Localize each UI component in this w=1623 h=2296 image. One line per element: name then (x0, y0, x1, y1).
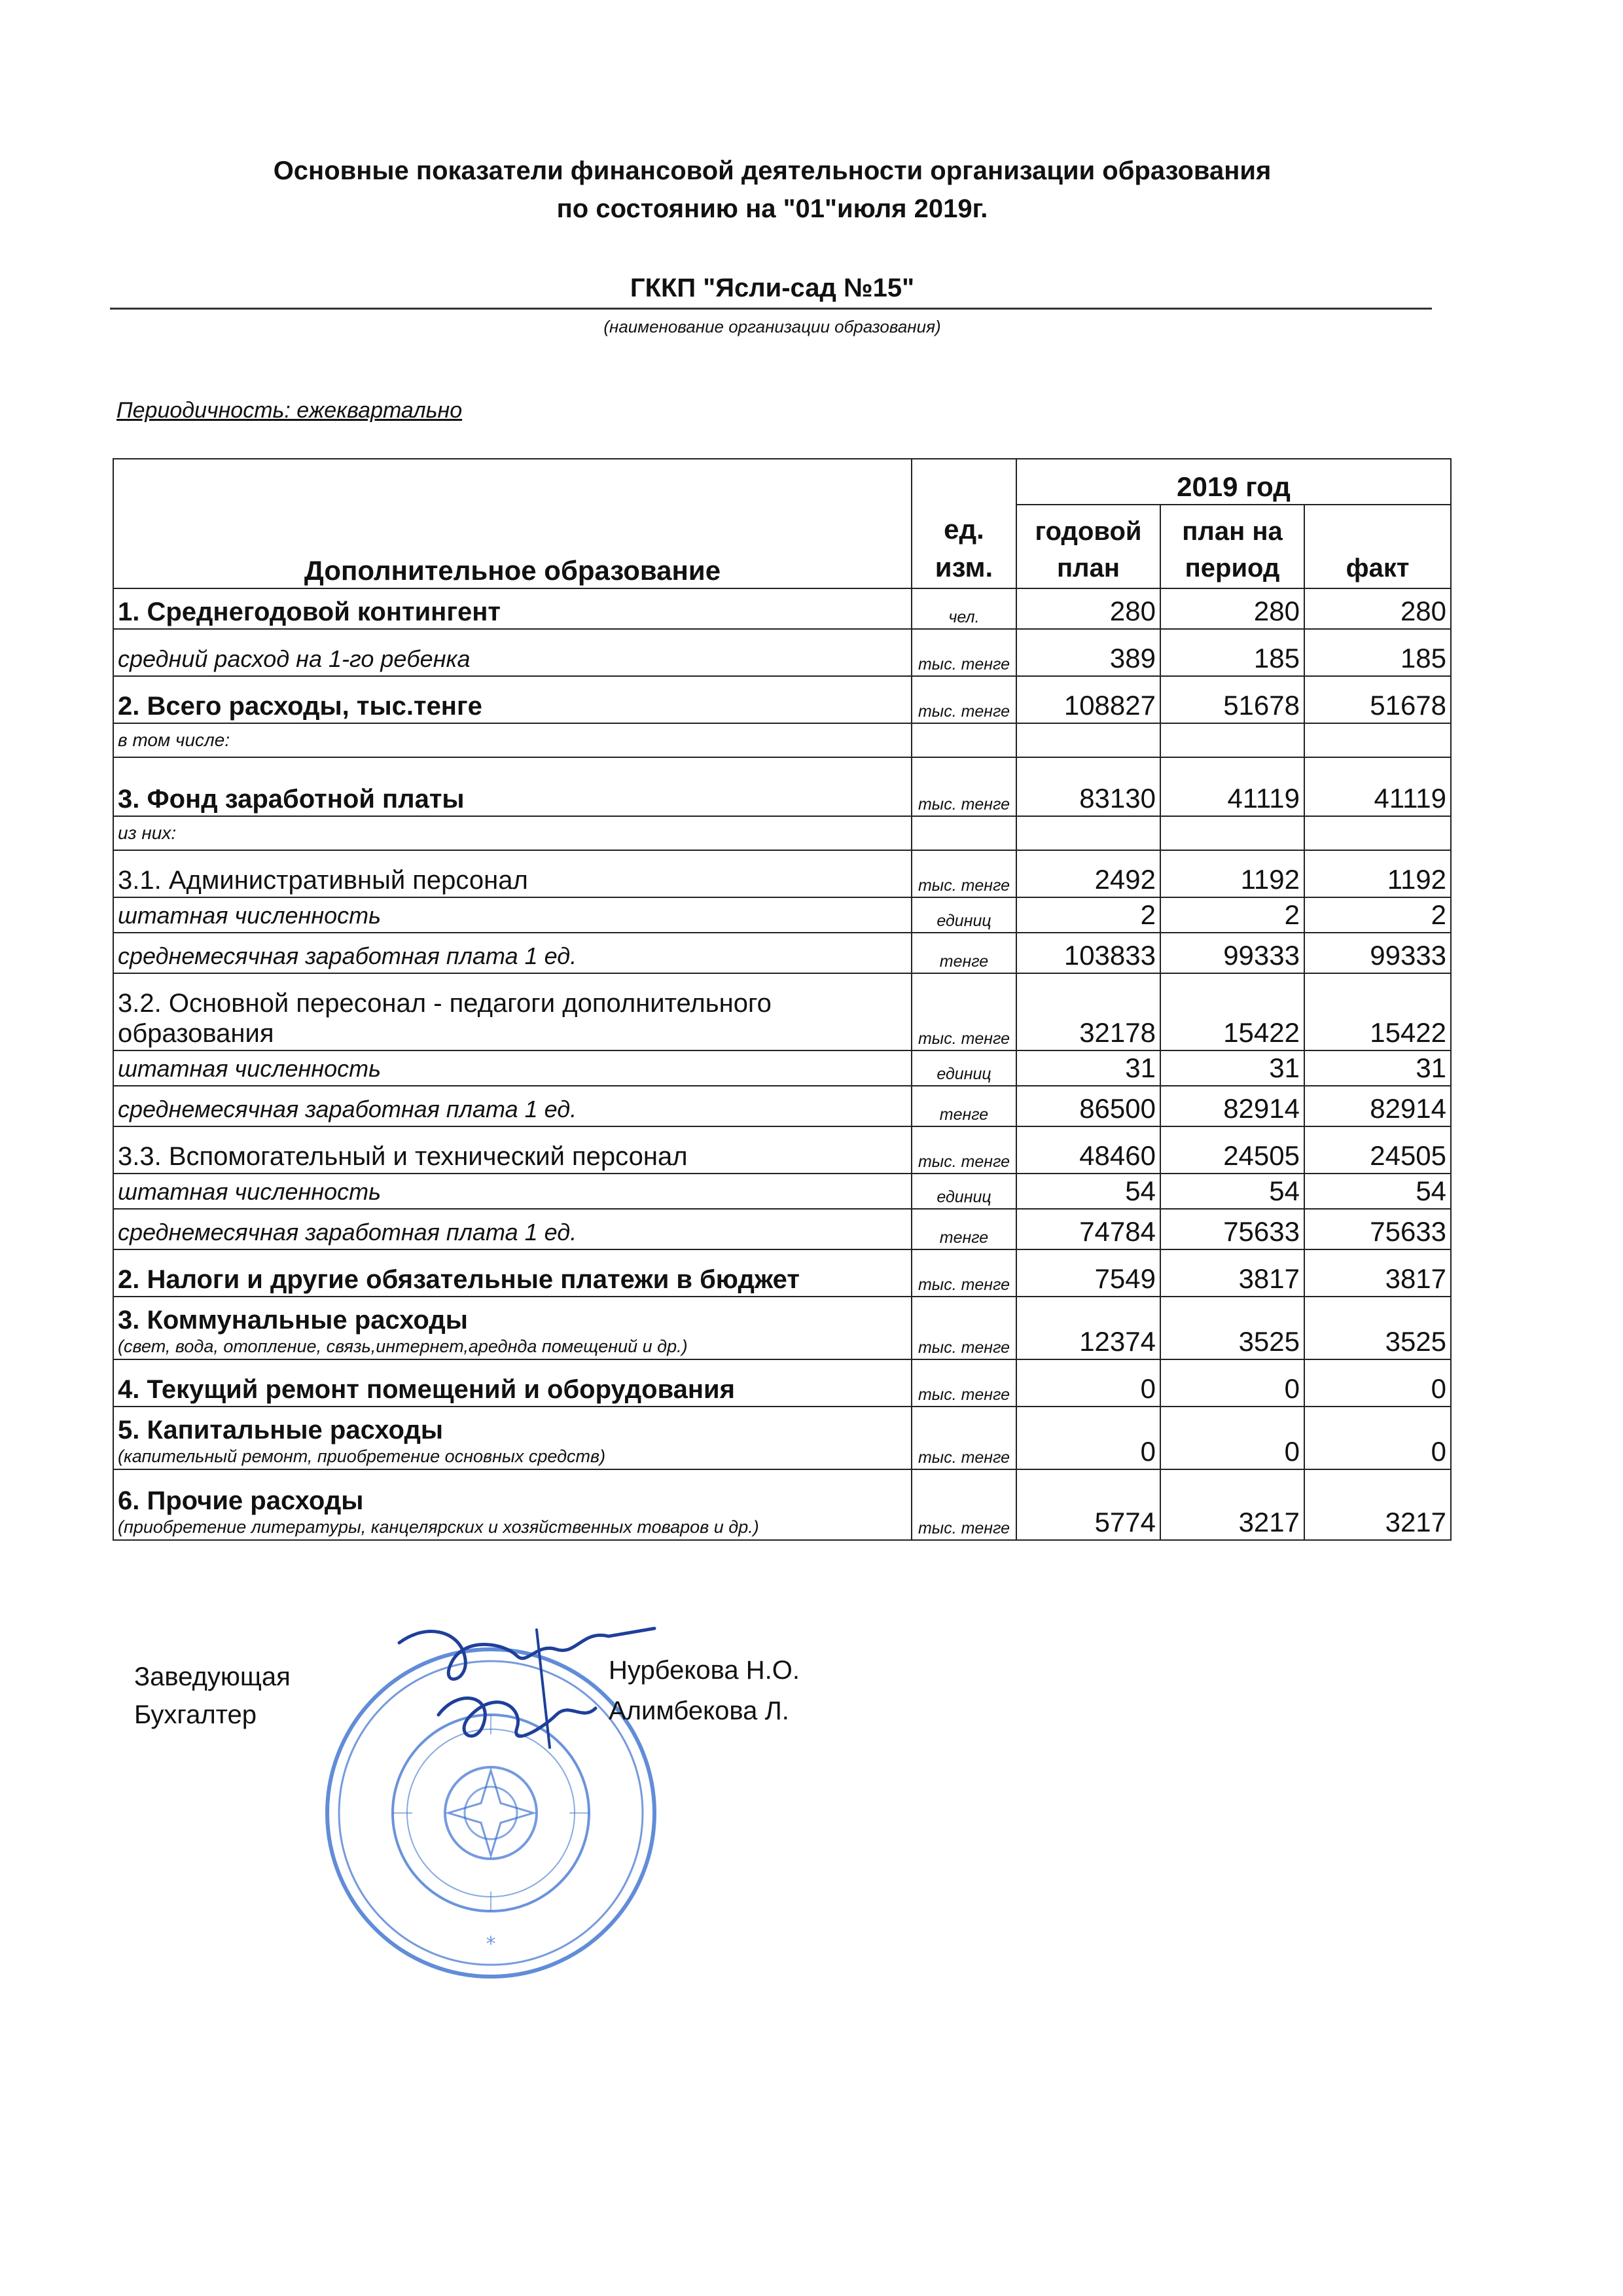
row-value-fact: 0 (1304, 1359, 1451, 1407)
row-value-period: 3817 (1160, 1249, 1304, 1297)
row-label-text: среднемесячная заработная плата 1 ед. (118, 942, 577, 969)
row-label-text: штатная численность (118, 902, 382, 929)
table-row (113, 1086, 1451, 1126)
row-value-annual: 83130 (1016, 757, 1160, 816)
row-value-fact: 2 (1304, 897, 1451, 933)
row-value-period: 280 (1160, 588, 1304, 629)
row-unit: тыс. тенге (912, 1469, 1016, 1540)
row-label-text: 4. Текущий ремонт помещений и оборудования (118, 1375, 735, 1404)
row-label (113, 1407, 912, 1469)
row-label-text: 3.1. Административный персонал (118, 866, 528, 895)
row-label-text: из них: (118, 823, 177, 843)
row-value-fact (1304, 816, 1451, 850)
row-value-annual: 2492 (1016, 850, 1160, 897)
signature-name-head: Нурбекова Н.О. (609, 1656, 800, 1685)
row-unit: тыс. тенге (912, 1359, 1016, 1407)
row-value-annual: 32178 (1016, 973, 1160, 1050)
row-unit: тыс. тенге (912, 629, 1016, 676)
periodicity-label: Периодичность: ежеквартально (116, 398, 463, 423)
row-label (113, 897, 912, 933)
row-value-annual: 5774 (1016, 1469, 1160, 1540)
row-value-period: 41119 (1160, 757, 1304, 816)
table-row (113, 897, 1451, 933)
title-line-1: Основные показатели финансовой деятельности организации образования (273, 156, 1272, 185)
row-value-period (1160, 816, 1304, 850)
row-label (113, 588, 912, 629)
header-main-column: Дополнительное образование (113, 459, 912, 588)
table-row (113, 850, 1451, 897)
row-value-period: 3217 (1160, 1469, 1304, 1540)
row-unit (912, 816, 1016, 850)
row-label-text: в том числе: (118, 730, 230, 750)
organization-name: ГККП "Ясли-сад №15" (630, 274, 915, 302)
row-label-text: 1. Среднегодовой контингент (118, 598, 501, 626)
table-row (113, 816, 1451, 850)
row-label-text: среднемесячная заработная плата 1 ед. (118, 1096, 577, 1122)
row-label-text: штатная численность (118, 1055, 382, 1082)
table-row (113, 973, 1451, 1050)
row-value-period: 31 (1160, 1050, 1304, 1086)
table-row (113, 1209, 1451, 1249)
row-value-annual: 280 (1016, 588, 1160, 629)
row-value-fact: 3217 (1304, 1469, 1451, 1540)
row-value-annual: 2 (1016, 897, 1160, 933)
row-label (113, 1050, 912, 1086)
organization-underline (110, 308, 1432, 310)
financial-report-table (113, 458, 1452, 1541)
row-label-text: среднемесячная заработная плата 1 ед. (118, 1219, 577, 1246)
header-unit-column: ед. изм. (912, 459, 1016, 588)
row-value-period: 0 (1160, 1407, 1304, 1469)
row-label-text: 3.3. Вспомогательный и технический персонал (118, 1142, 688, 1171)
row-value-annual: 12374 (1016, 1297, 1160, 1359)
row-value-period: 15422 (1160, 973, 1304, 1050)
row-label (113, 933, 912, 973)
table-row (113, 1469, 1451, 1540)
row-value-fact: 280 (1304, 588, 1451, 629)
row-value-period: 99333 (1160, 933, 1304, 973)
row-value-period: 82914 (1160, 1086, 1304, 1126)
row-value-fact: 82914 (1304, 1086, 1451, 1126)
table-row (113, 1126, 1451, 1174)
table-row (113, 1249, 1451, 1297)
row-value-fact: 31 (1304, 1050, 1451, 1086)
row-value-annual: 0 (1016, 1359, 1160, 1407)
row-value-period: 54 (1160, 1174, 1304, 1209)
handwritten-signature (386, 1617, 661, 1767)
row-value-fact: 0 (1304, 1407, 1451, 1469)
row-label (113, 1086, 912, 1126)
table-row (113, 1050, 1451, 1086)
row-label (113, 1249, 912, 1297)
row-note: (свет, вода, отопление, связь,интернет,ареднда помещений и др.) (118, 1336, 688, 1356)
row-label-text: 2. Всего расходы, тыс.тенге (118, 692, 482, 721)
row-label (113, 1126, 912, 1174)
row-value-fact: 75633 (1304, 1209, 1451, 1249)
row-unit: чел. (912, 588, 1016, 629)
signature-role-head: Заведующая (134, 1662, 291, 1691)
row-label (113, 816, 912, 850)
row-value-annual: 7549 (1016, 1249, 1160, 1297)
row-value-fact: 185 (1304, 629, 1451, 676)
table-row (113, 588, 1451, 629)
row-label (113, 676, 912, 723)
row-label (113, 1469, 912, 1540)
table-row (113, 723, 1451, 757)
table-row (113, 933, 1451, 973)
row-value-annual: 103833 (1016, 933, 1160, 973)
row-value-fact: 99333 (1304, 933, 1451, 973)
row-label (113, 973, 912, 1050)
row-unit: тенге (912, 1209, 1016, 1249)
organization-caption: (наименование организации образования) (603, 317, 941, 336)
row-value-period: 185 (1160, 629, 1304, 676)
report-body (113, 588, 1451, 1540)
row-value-period: 3525 (1160, 1297, 1304, 1359)
row-label-text: 2. Налоги и другие обязательные платежи в бюджет (118, 1265, 800, 1294)
row-unit: единиц (912, 1174, 1016, 1209)
row-value-annual (1016, 723, 1160, 757)
row-value-period: 75633 (1160, 1209, 1304, 1249)
table-row (113, 676, 1451, 723)
row-value-fact: 15422 (1304, 973, 1451, 1050)
svg-text:*: * (486, 1933, 496, 1956)
table-row (113, 1174, 1451, 1209)
row-label-text: средний расход на 1-го ребенка (118, 645, 471, 672)
row-unit: тыс. тенге (912, 757, 1016, 816)
row-value-fact: 54 (1304, 1174, 1451, 1209)
table-row (113, 1407, 1451, 1469)
row-label-text: 3.2. Основной пересонал - педагоги дополнительного образования (118, 989, 772, 1048)
row-value-annual: 31 (1016, 1050, 1160, 1086)
row-note: (приобретение литературы, канцелярских и хозяйственных товаров и др.) (118, 1517, 759, 1537)
row-label (113, 1209, 912, 1249)
row-label (113, 1297, 912, 1359)
table-row (113, 757, 1451, 816)
row-label-text: 3. Коммунальные расходы (118, 1306, 468, 1335)
row-label (113, 757, 912, 816)
row-label-text: 5. Капитальные расходы (118, 1416, 443, 1444)
row-value-period: 2 (1160, 897, 1304, 933)
title-line-2: по состоянию на "01"июля 2019г. (556, 194, 988, 223)
row-value-fact: 1192 (1304, 850, 1451, 897)
row-unit: тыс. тенге (912, 1126, 1016, 1174)
row-unit: тенге (912, 1086, 1016, 1126)
row-value-period (1160, 723, 1304, 757)
row-label (113, 723, 912, 757)
row-value-annual: 86500 (1016, 1086, 1160, 1126)
row-label (113, 850, 912, 897)
row-value-annual: 48460 (1016, 1126, 1160, 1174)
row-value-annual: 389 (1016, 629, 1160, 676)
row-label (113, 1359, 912, 1407)
row-value-fact: 24505 (1304, 1126, 1451, 1174)
row-value-fact: 41119 (1304, 757, 1451, 816)
row-unit: тыс. тенге (912, 676, 1016, 723)
header-annual-plan: годовой план (1016, 505, 1160, 588)
table-row (113, 629, 1451, 676)
row-label (113, 629, 912, 676)
signature-role-accountant: Бухгалтер (134, 1700, 257, 1729)
row-value-period: 51678 (1160, 676, 1304, 723)
row-label (113, 1174, 912, 1209)
table-row (113, 1297, 1451, 1359)
row-unit: тыс. тенге (912, 1297, 1016, 1359)
row-value-period: 24505 (1160, 1126, 1304, 1174)
row-value-fact: 51678 (1304, 676, 1451, 723)
document-title (196, 152, 1348, 228)
row-label-text: 6. Прочие расходы (118, 1486, 364, 1515)
row-unit: тыс. тенге (912, 973, 1016, 1050)
row-value-period: 1192 (1160, 850, 1304, 897)
row-unit: тыс. тенге (912, 850, 1016, 897)
row-value-period: 0 (1160, 1359, 1304, 1407)
row-value-fact: 3525 (1304, 1297, 1451, 1359)
row-unit: единиц (912, 897, 1016, 933)
row-value-annual (1016, 816, 1160, 850)
row-note: (капительный ремонт, приобретение основных средств) (118, 1446, 606, 1466)
header-fact: факт (1304, 505, 1451, 588)
row-value-annual: 108827 (1016, 676, 1160, 723)
row-unit (912, 723, 1016, 757)
row-value-annual: 0 (1016, 1407, 1160, 1469)
table-row (113, 1359, 1451, 1407)
header-year: 2019 год (1016, 459, 1451, 505)
header-period-plan: план на период (1160, 505, 1304, 588)
signature-name-accountant: Алимбекова Л. (609, 1696, 789, 1725)
row-value-fact (1304, 723, 1451, 757)
row-unit: единиц (912, 1050, 1016, 1086)
row-label-text: штатная численность (118, 1178, 382, 1205)
row-label-text: 3. Фонд заработной платы (118, 785, 465, 814)
row-unit: тыс. тенге (912, 1249, 1016, 1297)
row-value-annual: 74784 (1016, 1209, 1160, 1249)
row-value-annual: 54 (1016, 1174, 1160, 1209)
row-value-fact: 3817 (1304, 1249, 1451, 1297)
row-unit: тенге (912, 933, 1016, 973)
row-unit: тыс. тенге (912, 1407, 1016, 1469)
